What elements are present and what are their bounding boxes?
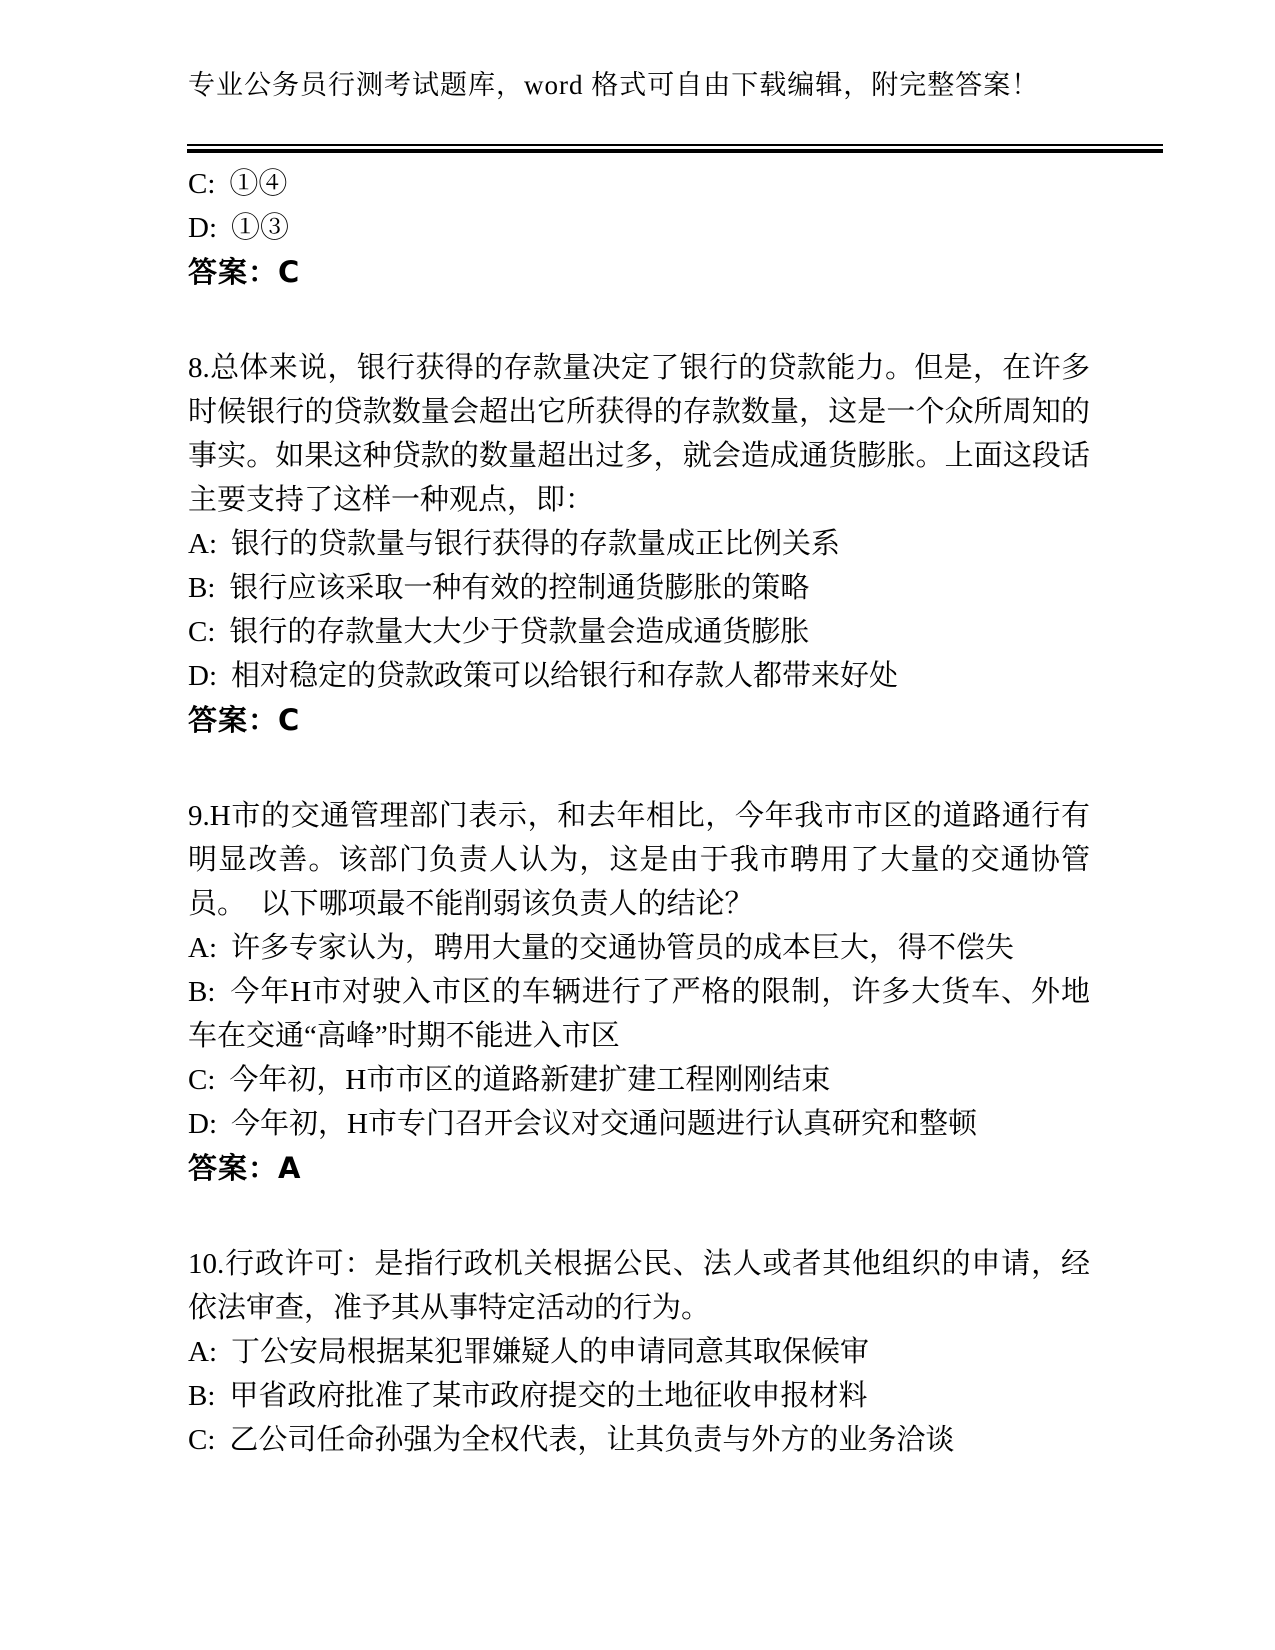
option-label: C:: [188, 168, 216, 200]
option-text: 今年初，H市市区的道路新建扩建工程刚刚结束: [229, 1064, 831, 1096]
option-label: D:: [188, 660, 217, 692]
option-text: 银行应该采取一种有效的控制通货膨胀的策略: [229, 572, 810, 604]
question-stem: 10.行政许可：是指行政机关根据公民、法人或者其他组织的申请，经依法审查，准予其从事特定活动的行为。: [188, 1248, 1090, 1324]
option-label: B:: [188, 1380, 216, 1412]
question-9-option-d: [188, 1102, 1090, 1146]
question-8-option-d: [188, 654, 1090, 698]
option-label: C:: [188, 616, 216, 648]
question-10-option-c: [188, 1418, 1090, 1462]
option-text: 许多专家认为，聘用大量的交通协管员的成本巨大，得不偿失: [231, 932, 1015, 964]
question-stem: 9.H市的交通管理部门表示，和去年相比，今年我市市区的道路通行有明显改善。该部门负责人认为，这是由于我市聘用了大量的交通协管员。 以下哪项最不能削弱该负责人的结论？: [188, 800, 1090, 920]
header-note: 专业公务员行测考试题库，word 格式可自由下载编辑，附完整答案！: [188, 70, 1040, 100]
question-8-option-b: [188, 566, 1090, 610]
option-text: 乙公司任命孙强为全权代表，让其负责与外方的业务洽谈: [229, 1424, 955, 1456]
option-text: 银行的存款量大大少于贷款量会造成通货膨胀: [229, 616, 810, 648]
option-text: 银行的贷款量与银行获得的存款量成正比例关系: [231, 528, 841, 560]
question-9-option-a: [188, 926, 1090, 970]
question-9-option-c: [188, 1058, 1090, 1102]
option-text: 今年初，H市专门召开会议对交通问题进行认真研究和整顿: [231, 1108, 977, 1140]
option-text: 甲省政府批准了某市政府提交的土地征收申报材料: [229, 1380, 868, 1412]
intro-option-c: [188, 162, 1090, 206]
question-9-answer: 答案：A: [188, 1151, 302, 1185]
option-text: ①④: [229, 168, 288, 200]
question-10: [188, 1242, 1090, 1462]
option-label: A:: [188, 1336, 217, 1368]
option-label: B:: [188, 976, 216, 1008]
option-label: A:: [188, 932, 217, 964]
option-label: D:: [188, 212, 217, 244]
question-8-option-a: [188, 522, 1090, 566]
option-text: 相对稳定的贷款政策可以给银行和存款人都带来好处: [231, 660, 899, 692]
question-8-answer: 答案：C: [188, 703, 301, 737]
option-text: ①③: [231, 212, 290, 244]
header-divider: [187, 144, 1163, 153]
question-stem: 8.总体来说，银行获得的存款量决定了银行的贷款能力。但是，在许多时候银行的贷款数量会超出它所获得的存款数量，这是一个众所周知的事实。如果这种贷款的数量超出过多，就会造成通货膨胀。上面这段话主要支持了这样一种观点，即：: [188, 352, 1090, 516]
option-label: A:: [188, 528, 217, 560]
question-8: [188, 346, 1090, 742]
option-text: 今年H市对驶入市区的车辆进行了严格的限制，许多大货车、外地车在交通“高峰”时期不能进入市区: [188, 976, 1090, 1052]
option-label: C:: [188, 1064, 216, 1096]
option-text: 丁公安局根据某犯罪嫌疑人的申请同意其取保候审: [231, 1336, 870, 1368]
option-label: B:: [188, 572, 216, 604]
question-10-option-a: [188, 1330, 1090, 1374]
question-8-option-c: [188, 610, 1090, 654]
intro-answer: 答案：C: [188, 255, 301, 289]
document-content: [188, 162, 1090, 1462]
intro-option-d: [188, 206, 1090, 250]
question-9: [188, 794, 1090, 1190]
question-9-option-b: [188, 970, 1090, 1058]
question-10-option-b: [188, 1374, 1090, 1418]
option-label: C:: [188, 1424, 216, 1456]
option-label: D:: [188, 1108, 217, 1140]
